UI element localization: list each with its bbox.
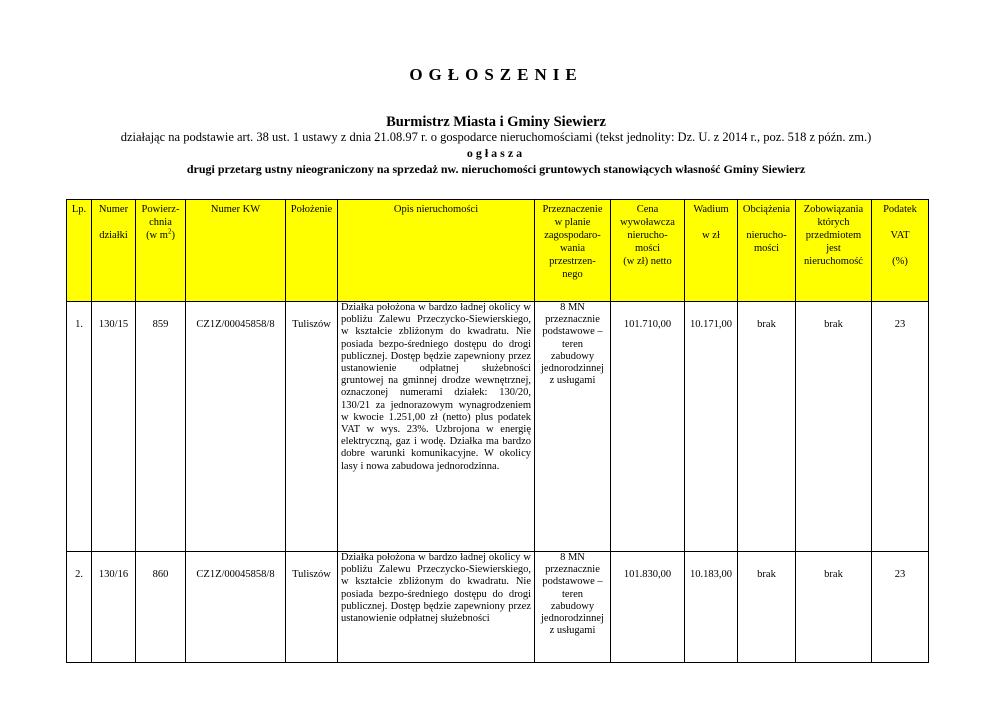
page-title: OGŁOSZENIE bbox=[409, 65, 583, 84]
cell-deposit: 10.183,00 bbox=[685, 552, 738, 663]
header-encumbrances: Obciążenia nierucho- mości bbox=[738, 200, 796, 302]
cell-purpose: 8 MN przeznacznie podstawowe – teren zabudowy jednorodzinnej z usługami bbox=[535, 302, 611, 552]
cell-lp: 1. bbox=[67, 302, 92, 552]
announces-line: ogłasza bbox=[466, 146, 526, 160]
cell-deposit: 10.171,00 bbox=[685, 302, 738, 552]
cell-area: 860 bbox=[136, 552, 186, 663]
cell-lp: 2. bbox=[67, 552, 92, 663]
cell-obligations: brak bbox=[796, 302, 872, 552]
table-row bbox=[67, 302, 929, 552]
cell-obligations: brak bbox=[796, 552, 872, 663]
cell-encumbrances: brak bbox=[738, 552, 796, 663]
header-vat: Podatek VAT (%) bbox=[872, 200, 929, 302]
header-purpose: Przeznaczenie w planie zagospodaro- wania przestrzen- nego bbox=[535, 200, 611, 302]
tender-subject: drugi przetarg ustny nieograniczony na sprzedaż nw. nieruchomości gruntowych stanowiących własność Gminy Siewierz bbox=[186, 162, 806, 176]
header-obligations: Zobowiązania których przedmiotem jest nieruchomość bbox=[796, 200, 872, 302]
header-price: Cena wywoławcza nierucho- mości (w zł) netto bbox=[611, 200, 685, 302]
header-description: Opis nieruchomości bbox=[338, 200, 535, 302]
cell-purpose: 8 MN przeznacznie podstawowe – teren zabudowy jednorodzinnej z usługami bbox=[535, 552, 611, 663]
property-table bbox=[66, 199, 929, 663]
cell-location: Tuliszów bbox=[286, 552, 338, 663]
cell-vat: 23 bbox=[872, 302, 929, 552]
cell-kw-number: CZ1Z/00045858/8 bbox=[186, 302, 286, 552]
header-lp: Lp. bbox=[67, 200, 92, 302]
cell-plot-number: 130/15 bbox=[92, 302, 136, 552]
cell-price: 101.830,00 bbox=[611, 552, 685, 663]
header-plot-number: Numer działki bbox=[92, 200, 136, 302]
cell-encumbrances: brak bbox=[738, 302, 796, 552]
table-header-row bbox=[67, 200, 929, 302]
table-row bbox=[67, 552, 929, 663]
cell-kw-number: CZ1Z/00045858/8 bbox=[186, 552, 286, 663]
cell-plot-number: 130/16 bbox=[92, 552, 136, 663]
cell-description: Działka położona w bardzo ładnej okolicy w pobliżu Zalewu Przeczycko-Siewierskiego, w kształcie zbliżonym do kwadratu. Nie posiada bezpo-średniego dostępu do drogi publicznej. Dostęp będzie zapewniony przez ustanowienie odpłatnej służebności gruntowej na gminnej drodze wewnętrznej, oznaczonej numerami działek: 130/20, 130/21 za jednorazowym wynagrodzeniem w kwocie 1.251,00 zł (netto) plus podatek VAT w wys. 23%. Uzbrojona w energię elektryczną, gaz i wodę. Działka ma bardzo dobre warunki komunikacyjne. W okolicy lasy i nowa zabudowa jednorodzinna. bbox=[338, 302, 535, 552]
cell-area: 859 bbox=[136, 302, 186, 552]
cell-location: Tuliszów bbox=[286, 302, 338, 552]
cell-vat: 23 bbox=[872, 552, 929, 663]
legal-basis: działając na podstawie art. 38 ust. 1 ustawy z dnia 21.08.97 r. o gospodarce nieruchomościami (tekst jednolity: Dz. U. z 2014 r., poz. 518 z późn. zm.) bbox=[120, 130, 872, 144]
cell-description: Działka położona w bardzo ładnej okolicy w pobliżu Zalewu Przeczycko-Siewierskiego, w kształcie zbliżonym do kwadratu. Nie posiada bezpo-średniego dostępu do drogi publicznej. Dostęp będzie zapewniony przez ustanowienie odpłatnej służebności bbox=[338, 552, 535, 663]
authority-heading: Burmistrz Miasta i Gminy Siewierz bbox=[386, 114, 606, 130]
header-deposit: Wadium w zł bbox=[685, 200, 738, 302]
cell-price: 101.710,00 bbox=[611, 302, 685, 552]
header-kw-number: Numer KW bbox=[186, 200, 286, 302]
header-location: Położenie bbox=[286, 200, 338, 302]
header-area: Powierz- chnia (w $m^2$) bbox=[136, 200, 186, 302]
